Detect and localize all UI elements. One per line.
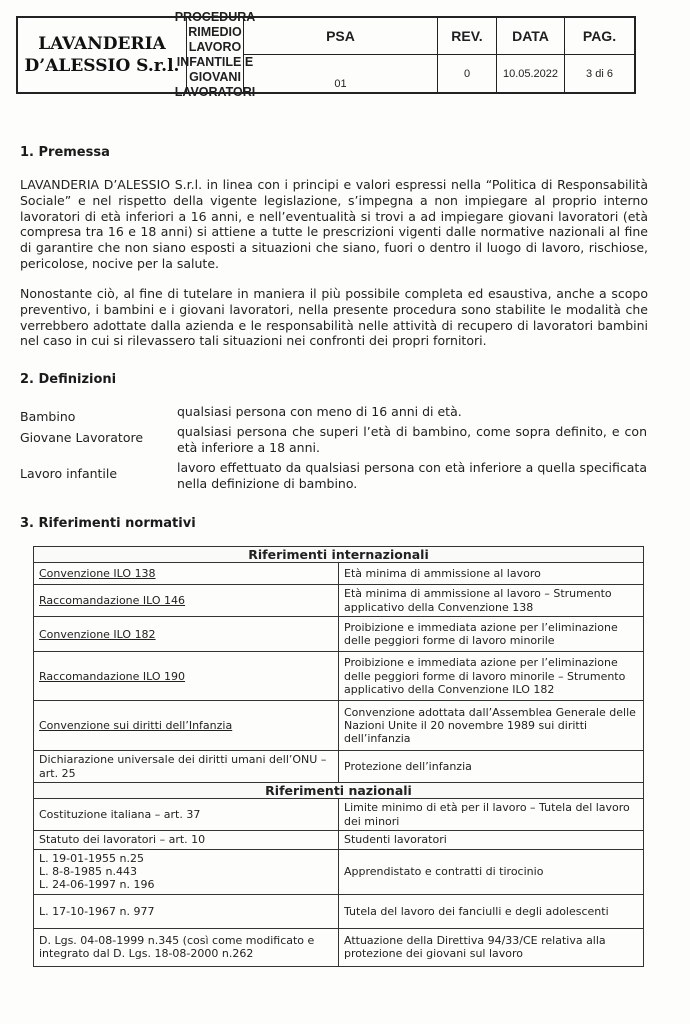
reference-description: Proibizione e immediata azione per l’eliminazione delle peggiori forme di lavoro minorile – Strumento applicativo della Convenzione ILO 182 [339, 652, 644, 701]
pag-label: PAG. [565, 18, 634, 55]
references-table [33, 546, 644, 967]
reference-description: Convenzione adottata dall’Assemblea Generale delle Nazioni Unite il 20 novembre 1989 sui diritti dell’infanzia [339, 701, 644, 751]
table-row [34, 585, 644, 617]
reference-description: Età minima di ammissione al lavoro – Strumento applicativo della Convenzione 138 [339, 585, 644, 617]
table-row [34, 799, 644, 831]
table-row [34, 652, 644, 701]
reference-name: Costituzione italiana – art. 37 [34, 799, 339, 831]
definition-term: Giovane Lavoratore [20, 430, 144, 445]
table-row [34, 617, 644, 652]
title-line2: INFANTILE E GIOVANI [176, 55, 254, 84]
reference-name: Statuto dei lavoratori – art. 10 [34, 831, 339, 849]
definition-text: qualsiasi persona con meno di 16 anni di età. [177, 404, 462, 419]
psa-value: 01 [244, 55, 438, 92]
company-name [18, 18, 187, 92]
reference-link[interactable]: Convenzione ILO 138 [39, 567, 156, 581]
reference-line: L. 8-8-1985 n.443 [39, 865, 138, 879]
reference-line: L. 19-01-1955 n.25 [39, 851, 145, 865]
premessa-paragraph-1: LAVANDERIA D’ALESSIO S.r.l. in linea con i principi e valori espressi nella “Politica di Responsabilità Sociale” e nel rispetto della vigente legislazione, s’impegna a non impiegare al proprio interno lavoratori di età inferiori a 16 anni, e nell’eventualità si trovi a ad impiegare giovani lavoratori (età compresa tra 16 e 18 anni) si attiene a tutte le prescrizioni vigenti dalle normative nazionali al fine di garantire che non siano esposti a situazioni che siano, fuori o dentro il luogo di lavoro, rischiose, pericolose, nocive per la salute. [20, 177, 648, 271]
definition-text: qualsiasi persona che superi l’età di bambino, come sopra definito, e con età inferiore a 18 anni. [177, 424, 647, 455]
reference-link[interactable]: Raccomandazione ILO 146 [39, 594, 186, 608]
reference-name: L. 17-10-1967 n. 977 [34, 894, 339, 928]
reference-line: L. 24-06-1997 n. 196 [39, 878, 155, 892]
reference-description: Studenti lavoratori [339, 831, 644, 849]
group-header-national: Riferimenti nazionali [34, 783, 644, 799]
premessa-paragraph-2: Nonostante ciò, al fine di tutelare in maniera il più possibile completa ed esaustiva, anche a scopo preventivo, i bambini e i giovani lavoratori, nella presente procedura sono stabilite le modalità che verrebbero adottate dalla azienda e le responsabilità nelle attività di recupero di lavoratori bambini nel caso in cui si rilevassero tali situazioni nei confronti dei propri fornitori. [20, 286, 648, 349]
company-name-line1: LAVANDERIA [38, 34, 166, 54]
table-row [34, 563, 644, 585]
title-line1: PROCEDURA RIMEDIO LAVORO [174, 10, 256, 54]
table-row [34, 849, 644, 894]
rev-value: 0 [438, 55, 497, 92]
section-heading-riferimenti: 3. Riferimenti normativi [20, 516, 196, 531]
definition-text: lavoro effettuato da qualsiasi persona con età inferiore a quella specificata nella definizione di bambino. [177, 460, 647, 491]
rev-label: REV. [438, 18, 497, 55]
reference-name: Dichiarazione universale dei diritti umani dell’ONU – art. 25 [34, 751, 339, 783]
section-heading-premessa: 1. Premessa [20, 145, 110, 160]
reference-link[interactable]: Convenzione ILO 182 [39, 627, 156, 641]
reference-name-multi [34, 849, 339, 894]
document-title [174, 10, 256, 99]
company-name-line2: D’ALESSIO S.r.l. [24, 56, 180, 76]
psa-label: PSA [244, 18, 438, 55]
data-label: DATA [497, 18, 565, 55]
table-row [34, 894, 644, 928]
definition-term: Bambino [20, 409, 76, 424]
group-header-international: Riferimenti internazionali [34, 547, 644, 563]
reference-description: Protezione dell’infanzia [339, 751, 644, 783]
pag-value: 3 di 6 [586, 67, 613, 80]
section-heading-definizioni: 2. Definizioni [20, 372, 117, 387]
table-row [34, 831, 644, 849]
table-row [34, 701, 644, 751]
reference-name: D. Lgs. 04-08-1999 n.345 (così come modificato e integrato dal D. Lgs. 18-08-2000 n.262 [34, 928, 339, 966]
reference-description: Apprendistato e contratti di tirocinio [339, 849, 644, 894]
table-row [34, 751, 644, 783]
reference-description: Attuazione della Direttiva 94/33/CE relativa alla protezione dei giovani sul lavoro [339, 928, 644, 966]
reference-description: Proibizione e immediata azione per l’eliminazione delle peggiori forme di lavoro minorile [339, 617, 644, 652]
title-line3: LAVORATORI [174, 85, 256, 99]
data-value: 10.05.2022 [497, 55, 565, 92]
reference-description: Età minima di ammissione al lavoro [339, 563, 644, 585]
reference-description: Tutela del lavoro dei fanciulli e degli adolescenti [339, 894, 644, 928]
reference-description: Limite minimo di età per il lavoro – Tutela del lavoro dei minori [339, 799, 644, 831]
reference-link[interactable]: Raccomandazione ILO 190 [39, 669, 186, 683]
definition-term: Lavoro infantile [20, 466, 118, 481]
table-row [34, 928, 644, 966]
reference-link[interactable]: Convenzione sui diritti dell’Infanzia [39, 719, 233, 733]
document-header [16, 10, 636, 99]
